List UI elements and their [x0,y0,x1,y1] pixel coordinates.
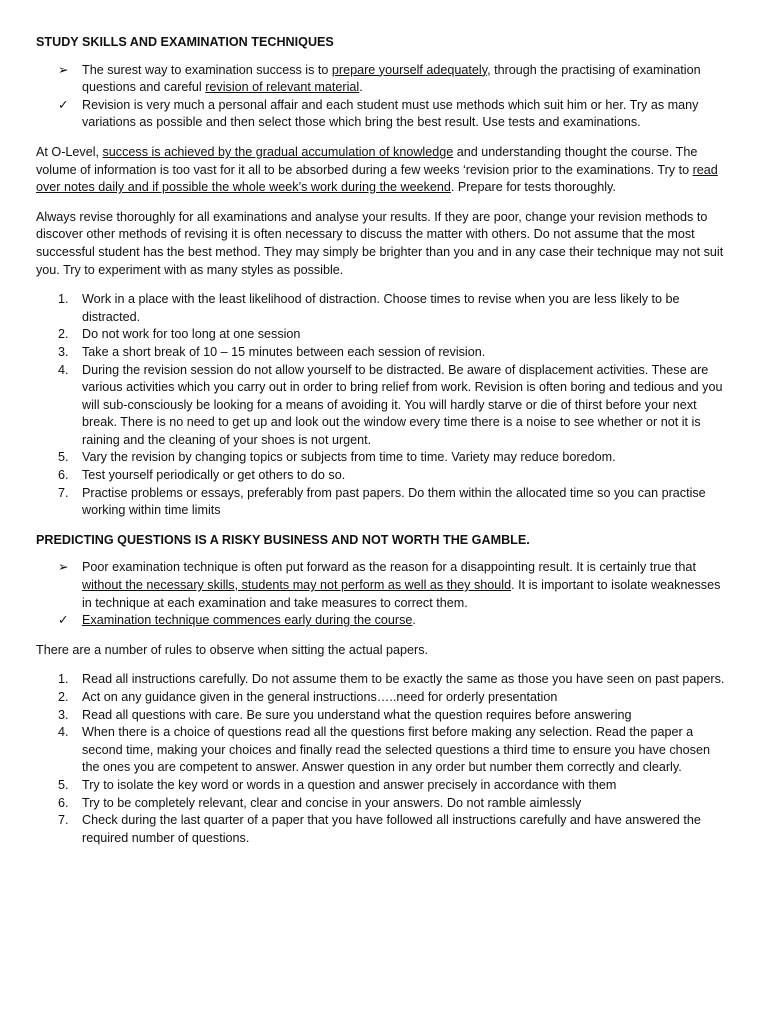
list-item: 4. When there is a choice of questions read all the questions first before making any selection. Read the paper a second time, making your choices and finally read the selected questions a third time to ensure you have chosen the ones you are competent to answer. Answer question in any order but number them correctly and clearly. [58,725,710,775]
arrow-bullet-icon: ➢ [58,62,69,77]
bullet-list-2 [36,559,728,629]
list-item: 3. Take a short break of 10 – 15 minutes between each session of revision. [58,344,486,359]
numbered-list-rules [36,671,728,847]
list-item: 7. Practise problems or essays, preferably from past papers. Do them within the allocated time so you can practise working within time limits [58,485,706,518]
paragraph-rules: There are a number of rules to observe when sitting the actual papers. [36,642,429,657]
list-item: 6. Test yourself periodically or get others to do so. [58,468,346,483]
paragraph-o-level: At O-Level, success is achieved by the gradual accumulation of knowledge and understanding thought the course. The volume of information is too vast for it all to be absorbed during a few weeks ‘revision prior to the examinations. Try to read over notes daily and if possible the whole week’s work during the weekend. Prepare for tests thoroughly. [36,144,718,195]
numbered-list-revision [36,291,728,520]
list-item: 3. Read all questions with care. Be sure you understand what the question requires before answering [58,707,632,722]
list-item: 1. Read all instructions carefully. Do not assume them to be exactly the same as those you have seen on past papers. [58,672,725,687]
bullet-item: ➢ The surest way to examination success is to prepare yourself adequately, through the practising of examination questions and careful revision of relevant material. [58,62,701,95]
list-item: 5. Vary the revision by changing topics or subjects from time to time. Variety may reduce boredom. [58,450,616,465]
list-item: 6. Try to be completely relevant, clear and concise in your answers. Do not ramble aimlessly [58,795,582,810]
checkmark-bullet-icon: ✓ [58,613,69,628]
arrow-bullet-icon: ➢ [58,560,69,575]
list-item: 4. During the revision session do not allow yourself to be distracted. Be aware of displacement activities. These are various activities which you carry out in order to bring relief from work. Revision is often boring and tedious and you will sub-consciously be looking for a means of avoiding it. You will hardly starve or die of thirst before your next break. There is no need to get up and look out the window every time there is a noise to see whether or not it is raining and the cleaning of your shoes is not urgent. [58,362,723,447]
paragraph-revise: Always revise thoroughly for all examinations and analyse your results. If they are poor, change your revision methods to discover other methods of revising it is often necessary to discuss the matter with others. Do not assume that the most successful student has the best method. They may simply be brighter than you and in any case their technique may not suit you. Try to experiment with as many styles as possible. [36,209,724,277]
heading-study-skills: STUDY SKILLS AND EXAMINATION TECHNIQUES [36,35,334,49]
bullet-item: ➢ Poor examination technique is often put forward as the reason for a disappointing result. It is certainly true that without the necessary skills, students may not perform as well as they should. It is important to isolate weaknesses in technique at each examination and take measures to correct them. [58,560,721,610]
list-item: 2. Act on any guidance given in the general instructions…..need for orderly presentation [58,690,558,704]
checkmark-bullet-icon: ✓ [58,97,69,112]
bullet-list-1 [36,62,728,132]
list-item: 7. Check during the last quarter of a paper that you have followed all instructions carefully and have answered the required number of questions. [58,813,701,845]
list-item: 2. Do not work for too long at one session [58,327,301,342]
list-item: 5. Try to isolate the key word or words in a question and answer precisely in accordance with them [58,777,617,792]
list-item: 1. Work in a place with the least likelihood of distraction. Choose times to revise when you are less likely to be distracted. [58,292,680,324]
bullet-item: ✓ Revision is very much a personal affair and each student must use methods which suit him or her. Try as many variations as possible and then select those which bring the best result. Use tests and examinations. [58,97,699,130]
heading-predicting: PREDICTING QUESTIONS IS A RISKY BUSINESS AND NOT WORTH THE GAMBLE. [36,532,530,547]
bullet-item: ✓ Examination technique commences early during the course. [36,612,728,630]
